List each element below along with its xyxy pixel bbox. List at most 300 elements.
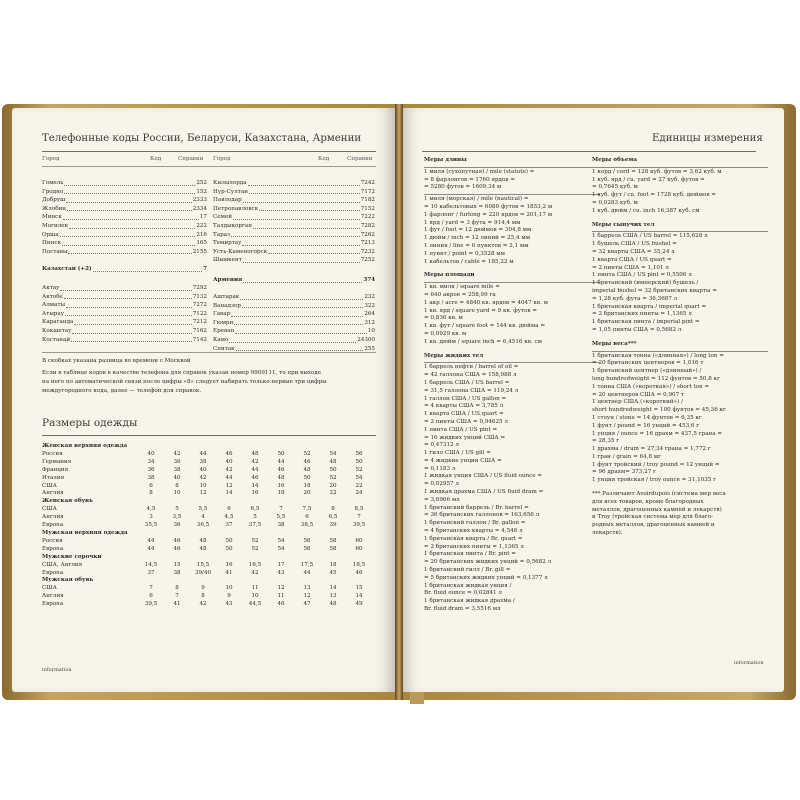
units-section-heading: Меры веса*** — [592, 340, 637, 347]
units-line: = 8 фарлонгов = 1760 ярдов = — [424, 176, 515, 183]
units-line: 1 кварта США / US quart = — [592, 256, 672, 263]
units-line: для всех товаров, кроме благородных — [592, 498, 704, 505]
size-group-heading — [42, 530, 372, 538]
size-value: 7 — [149, 585, 153, 592]
size-value: 56 — [303, 537, 311, 544]
size-value: 6,5 — [250, 506, 260, 513]
units-line: 1 жидкая унция США / US fluid ounce = — [424, 473, 543, 480]
size-value: 44 — [303, 569, 311, 576]
size-value: 48 — [277, 474, 285, 481]
size-row-label: Англия — [42, 514, 64, 521]
size-value: 52 — [303, 450, 311, 457]
size-value: 24 — [355, 490, 363, 497]
units-line: long hundredweight = 112 фунтов = 50,8 кг — [592, 375, 721, 382]
units-line: 1 акр / acre = 4840 кв. ярдов = 4047 кв. м — [424, 299, 548, 306]
units-line: 1 баррель США / US barrel = — [424, 379, 510, 386]
size-value: 7 — [357, 514, 361, 521]
units-line: 1 бушель США / US bushel = — [592, 241, 677, 248]
size-value: 47 — [303, 601, 311, 608]
size-value: 16 — [277, 482, 285, 489]
units-line: = 4 кварты США = 3,785 л — [424, 403, 504, 410]
units-line: = 0,1183 л — [424, 465, 456, 472]
size-value: 42 — [199, 474, 207, 481]
units-line: = 42 галлона США = 158,988 л — [424, 372, 517, 379]
city-code: 165 — [196, 240, 207, 247]
units-line: = 0,0283 куб. м — [592, 199, 638, 206]
size-value: 52 — [251, 545, 259, 552]
phone-header-code-2: Код — [318, 156, 330, 162]
size-value: 5 — [175, 506, 179, 513]
leader-dots — [69, 222, 196, 229]
size-row — [42, 459, 372, 467]
units-line: = 36 британских галлонов = 163,656 л — [424, 512, 540, 519]
city-code: 7172 — [360, 188, 375, 195]
phone-column-kz — [42, 284, 207, 344]
size-value: 60 — [355, 545, 363, 552]
size-value: 5 — [253, 514, 257, 521]
city-code: 7212 — [192, 319, 207, 326]
size-value: 46 — [303, 458, 311, 465]
city-name: Минск — [42, 214, 62, 221]
size-value: 18 — [277, 490, 285, 497]
leader-dots — [248, 179, 360, 186]
size-row — [42, 451, 372, 459]
leader-dots — [243, 196, 360, 203]
phone-column-1 — [42, 179, 207, 256]
leader-dots — [233, 213, 360, 220]
phone-row — [42, 213, 207, 222]
size-value: 4,5 — [146, 506, 156, 513]
size-value: 35,5 — [144, 522, 158, 529]
leader-dots — [71, 336, 192, 343]
leader-dots — [66, 301, 192, 308]
phone-header-city: Город — [42, 156, 60, 162]
units-line: = 0,02957 л — [424, 481, 459, 488]
units-line: 1 центнер США («короткий») / — [592, 399, 683, 406]
size-value: 58 — [329, 545, 337, 552]
size-value: 54 — [277, 537, 285, 544]
size-value: 16,5 — [248, 561, 262, 568]
phone-row — [42, 336, 207, 345]
size-value: 48 — [329, 601, 337, 608]
city-name: Жлобин — [42, 205, 67, 212]
units-line: = 4 жидкие унции США = — [424, 457, 502, 464]
city-code: 222 — [196, 222, 207, 229]
leader-dots — [64, 188, 195, 195]
size-value: 50 — [303, 474, 311, 481]
reference-note-1: Если в таблице кодов в качестве телефона для справок указан номер 9909111, то при выходе — [42, 370, 322, 376]
leader-dots — [253, 222, 360, 229]
city-code: 7242 — [360, 180, 375, 186]
phone-row — [213, 310, 375, 319]
units-line: 1 куб. фут / cu. foot = 1728 куб. дюймов = — [592, 192, 716, 199]
size-value: 54 — [277, 545, 285, 552]
size-value: 38 — [173, 569, 181, 576]
size-value: 8 — [175, 482, 179, 489]
phone-table-bottom-rule — [42, 352, 376, 353]
size-value: 46 — [277, 601, 285, 608]
size-group-heading — [42, 443, 372, 451]
city-code: 24300 — [357, 336, 375, 343]
size-value: 50 — [225, 545, 233, 552]
city-code: 216 — [196, 231, 207, 238]
city-name: Ереван — [213, 328, 235, 335]
city-name: Актобе — [42, 293, 63, 300]
section-rule — [424, 282, 600, 283]
size-value: 49 — [355, 601, 363, 608]
city-name: Гюмри — [213, 319, 234, 326]
size-value: 44 — [199, 450, 207, 457]
units-title: Единицы измерения — [652, 133, 763, 144]
units-line: 1 фарлонг / furlong = 220 ярдов = 201,17 м — [424, 211, 553, 218]
size-value: 22 — [355, 482, 363, 489]
size-value: 46 — [173, 545, 181, 552]
size-value: 54 — [355, 474, 363, 481]
city-name: Поставы — [42, 248, 68, 255]
size-value: 17,5 — [300, 561, 314, 568]
phone-row — [213, 248, 375, 257]
units-line: 1 британский гилл / Br. gill = — [424, 567, 511, 574]
reference-note-2: на него по автоматической связи после цифры «8» следует набирать только первые три цифры — [42, 379, 327, 385]
size-value: 44 — [251, 466, 259, 473]
size-value: 52 — [329, 474, 337, 481]
units-line: = 0,836 кв. м — [424, 315, 463, 322]
phone-row — [42, 318, 207, 327]
size-row — [42, 601, 372, 609]
leader-dots — [236, 345, 364, 352]
size-value: 18 — [303, 482, 311, 489]
size-value: 40 — [225, 458, 233, 465]
reference-note-3: междугородного кода, далее — телефон для справок. — [42, 388, 202, 394]
units-line: 1 баррель нефти / barrel of oil = — [424, 364, 519, 371]
city-code: 252 — [196, 180, 207, 186]
phone-row — [42, 205, 207, 214]
size-value: 42 — [251, 458, 259, 465]
units-line: родных металлов, драгоценных камней и — [592, 522, 715, 529]
size-value: 10 — [225, 585, 233, 592]
size-value: 8 — [149, 490, 153, 497]
phone-row — [213, 231, 375, 240]
size-value: 14,5 — [144, 561, 158, 568]
phone-row — [213, 196, 375, 205]
size-value: 17 — [277, 561, 285, 568]
size-row-label: Европа — [42, 601, 64, 608]
size-value: 43 — [225, 601, 233, 608]
phone-header-ref: Справки — [178, 156, 204, 162]
size-value: 10 — [251, 593, 259, 600]
units-line: 1 британская жидкая драхма / — [424, 598, 515, 605]
units-line: = 1,05 пинты США = 0,5682 л — [592, 326, 682, 333]
leader-dots — [229, 336, 356, 343]
city-name: Талдыкорган — [213, 222, 252, 229]
units-line: = 20 британских жидких унций = 0,5682 л — [424, 559, 552, 566]
phone-header-ref-2: Справки — [347, 156, 373, 162]
size-group-label: Мужская обувь — [42, 577, 94, 584]
size-value: 12 — [277, 585, 285, 592]
sizes-top-rule — [42, 435, 376, 436]
size-row — [42, 467, 372, 475]
units-line: 1 британская пинта / Br. pint = — [424, 551, 516, 558]
size-value: 50 — [355, 458, 363, 465]
city-code: 232 — [364, 294, 375, 300]
size-value: 46 — [251, 474, 259, 481]
section-rule — [592, 351, 768, 352]
size-value: 40 — [199, 466, 207, 473]
units-line: 1 британская тонна («длинная») / long ton = — [592, 352, 724, 359]
phone-column-2 — [213, 179, 375, 265]
size-value: 48 — [303, 466, 311, 473]
units-line: 1 ярд / yard = 3 фута = 914,4 мм — [424, 219, 521, 226]
size-value: 36 — [173, 522, 181, 529]
size-value: 37,5 — [248, 522, 262, 529]
phone-row — [42, 301, 207, 310]
size-row-label: Италия — [42, 474, 65, 481]
units-line: 1 куб. дюйм / cu. inch 16,387 куб. см — [592, 207, 700, 214]
units-line: 1 дюйм / inch = 12 линий = 25,4 мм — [424, 235, 531, 242]
city-code: 2333 — [192, 197, 207, 204]
leader-dots — [74, 318, 191, 325]
size-value: 52 — [251, 537, 259, 544]
size-value: 12 — [199, 490, 207, 497]
phone-row — [213, 205, 375, 214]
city-name: Кокшетау — [42, 327, 72, 334]
size-value: 37 — [147, 569, 155, 576]
city-code: 7252 — [360, 257, 375, 264]
leader-dots — [231, 231, 360, 238]
units-line: 1 британская кварта / Br. quart = — [424, 535, 523, 542]
units-line: = 32 кварты США = 35,24 л — [592, 248, 675, 255]
size-value: 20 — [329, 482, 337, 489]
phone-header-rule — [42, 166, 376, 167]
size-value: 48 — [199, 537, 207, 544]
city-code: 2334 — [192, 205, 207, 212]
size-value: 4,5 — [224, 514, 234, 521]
phone-row — [213, 293, 375, 302]
units-line: short hundredweight = 100 фунтов = 45,36 кг — [592, 407, 726, 414]
size-value: 12 — [225, 482, 233, 489]
units-line: 1 пинта США / US pint = 0,5506 л — [592, 272, 692, 279]
size-group-label: Женская верхняя одежда — [42, 443, 128, 449]
city-code: 152 — [196, 188, 207, 195]
kz-heading: Казахстан (+2) 7 — [42, 266, 207, 272]
units-line: *** Различают Avoirdupois (система мер веса — [592, 491, 726, 498]
units-line: металлов, драгоценных камней и лекарств) — [592, 506, 722, 513]
leader-dots — [72, 327, 191, 334]
size-value: 36,5 — [196, 522, 210, 529]
leader-dots — [243, 256, 360, 263]
size-value: 48 — [199, 545, 207, 552]
size-value: 58 — [329, 537, 337, 544]
size-value: 8 — [331, 506, 335, 513]
leader-dots — [234, 319, 363, 326]
city-code: 7282 — [360, 222, 375, 229]
size-row — [42, 546, 372, 554]
leader-dots — [62, 239, 195, 246]
phone-column-am — [213, 293, 375, 353]
size-value: 8 — [201, 593, 205, 600]
size-value: 43 — [277, 569, 285, 576]
size-group-label: Мужская верхняя одежда — [42, 529, 128, 536]
units-line: 1 кв. ярд / square yard = 9 кв. футов = — [424, 307, 537, 314]
city-name: Орша — [42, 231, 59, 238]
size-group-heading — [42, 577, 372, 585]
size-row-label: Англия — [42, 490, 64, 497]
units-line: 1 баррель США / US barrel = 115,628 л — [592, 233, 708, 240]
city-code: 7272 — [192, 302, 207, 309]
size-value: 5,5 — [198, 506, 208, 513]
units-top-rule — [422, 151, 756, 152]
leader-dots — [242, 302, 363, 309]
units-line: и Troy (тройская система мер для благо- — [592, 514, 714, 521]
size-value: 6,5 — [328, 514, 338, 521]
city-code: 7232 — [360, 248, 375, 255]
size-value: 50 — [329, 466, 337, 473]
size-value: 50 — [277, 450, 285, 457]
size-row-label: Франция — [42, 466, 69, 473]
size-value: 9 — [201, 585, 205, 592]
size-value: 6 — [149, 593, 153, 600]
units-line: 1 корд / cord = 128 куб. футов = 3,62 куб. м — [592, 168, 722, 175]
units-line: = 5 британских жидких унций = 0,1377 л — [424, 574, 548, 581]
units-line: = 4 британских кварты = 4,546 л — [424, 528, 523, 535]
size-value: 38 — [277, 522, 285, 529]
city-name: Семей — [213, 214, 232, 221]
units-column-2 — [592, 157, 770, 538]
size-value: 56 — [355, 450, 363, 457]
city-name: Добруш — [42, 197, 66, 204]
leader-dots — [68, 248, 191, 255]
size-value: 7 — [175, 593, 179, 600]
leader-dots — [242, 239, 359, 246]
size-value: 54 — [329, 450, 337, 457]
units-line: Br. fluid dram = 3,5516 мл — [424, 606, 501, 613]
right-footer: information — [734, 660, 764, 666]
phone-row — [42, 327, 207, 336]
section-rule — [424, 167, 600, 168]
clothing-sizes-table — [42, 443, 372, 609]
size-value: 52 — [355, 466, 363, 473]
size-value: 44,5 — [248, 601, 262, 608]
size-value: 6 — [305, 514, 309, 521]
size-value: 15 — [355, 585, 363, 592]
leader-dots — [240, 293, 363, 300]
phone-row — [42, 284, 207, 293]
size-row-label: Германия — [42, 458, 72, 465]
size-row — [42, 538, 372, 546]
leader-dots — [60, 231, 196, 238]
leader-dots — [259, 205, 360, 212]
city-code: 17 — [199, 214, 207, 221]
city-name: Актау — [42, 285, 60, 291]
phone-row — [42, 222, 207, 231]
city-code: 255 — [364, 345, 375, 352]
size-row-label: Европа — [42, 522, 64, 529]
city-name: Могилев — [42, 222, 68, 229]
units-line: 1 линия / line = 6 пунктов = 2,1 мм — [424, 242, 529, 249]
city-code: 312 — [364, 319, 375, 326]
size-row — [42, 483, 372, 491]
city-code: 7142 — [192, 336, 207, 343]
city-code: 264 — [364, 311, 375, 318]
units-line: = 1,28 куб. фута = 36,3687 л — [592, 295, 678, 302]
units-line: = 20 центнеров США = 0,907 т — [592, 391, 685, 398]
units-line: = 0,47312 л — [424, 442, 459, 449]
units-section-heading: Меры площади — [424, 272, 475, 279]
city-code: 7262 — [360, 231, 375, 238]
units-line: 1 пинта США / US pint = — [424, 426, 498, 433]
units-line: 1 гран / grain = 64,8 мг — [592, 453, 662, 460]
size-value: 3 — [149, 514, 153, 521]
size-value: 41 — [225, 569, 233, 576]
leader-dots — [65, 310, 192, 317]
city-name: Костанай — [42, 336, 71, 343]
size-value: 38 — [199, 458, 207, 465]
city-name: Темиртау — [213, 240, 242, 247]
leader-dots — [268, 248, 360, 255]
size-row-label: США — [42, 482, 57, 489]
phone-header-city-2: Город — [213, 156, 231, 162]
units-line: 1 пункт / point = 0,3528 мм — [424, 250, 506, 257]
size-value: 14 — [225, 490, 233, 497]
phone-row — [42, 293, 207, 302]
size-value: 42 — [251, 569, 259, 576]
section-rule — [592, 167, 768, 168]
city-name: Кызылорда — [213, 180, 247, 186]
leader-dots — [63, 213, 199, 220]
units-line: 1 кварта США / US quart = — [424, 411, 504, 418]
city-name: Алматы — [42, 302, 66, 309]
leader-dots — [64, 293, 192, 300]
city-name: Гомель — [42, 180, 64, 186]
size-value: 16 — [251, 490, 259, 497]
size-value: 15,5 — [196, 561, 210, 568]
size-value: 12 — [303, 593, 311, 600]
size-value: 44 — [147, 545, 155, 552]
units-line: = 0,0929 кв. м — [424, 330, 467, 337]
units-line: = 2 британских пинты = 1,1365 л — [592, 311, 692, 318]
size-value: 5,5 — [276, 514, 286, 521]
size-row-label: Европа — [42, 545, 64, 552]
size-value: 36 — [173, 458, 181, 465]
units-line: 1 фунт тройский / troy pound = 12 унций = — [592, 461, 720, 468]
city-code: 7292 — [192, 285, 207, 291]
units-section-heading: Меры жидких тел — [424, 352, 484, 359]
city-code: 7152 — [360, 205, 375, 212]
city-name: Тараз — [213, 231, 231, 238]
city-name: Усть-Каменогорск — [213, 248, 268, 255]
size-value: 6 — [227, 506, 231, 513]
city-name: Павлодар — [213, 197, 242, 204]
size-value: 11 — [251, 585, 259, 592]
city-name: Аштарак — [213, 294, 240, 300]
size-group-label: Женская обувь — [42, 498, 93, 505]
units-section-heading: Меры сыпучих тел — [592, 221, 655, 228]
leader-dots — [235, 327, 367, 334]
units-line: 1 британский (имперский) бушель / — [592, 280, 699, 287]
units-line: = 5280 футов = 1609,34 м — [424, 184, 502, 191]
size-value: 41 — [173, 601, 181, 608]
leader-dots — [64, 179, 195, 186]
size-row — [42, 514, 372, 522]
left-footer: information — [42, 667, 72, 673]
units-line: 1 британская пинта / imperial pint = — [592, 319, 700, 326]
size-value: 9 — [227, 593, 231, 600]
units-line: = 640 акров = 258,99 га — [424, 291, 496, 298]
size-value: 40 — [147, 450, 155, 457]
size-value: 18,5 — [352, 561, 366, 568]
size-value: 4 — [201, 514, 205, 521]
city-name: Камо — [213, 336, 229, 343]
